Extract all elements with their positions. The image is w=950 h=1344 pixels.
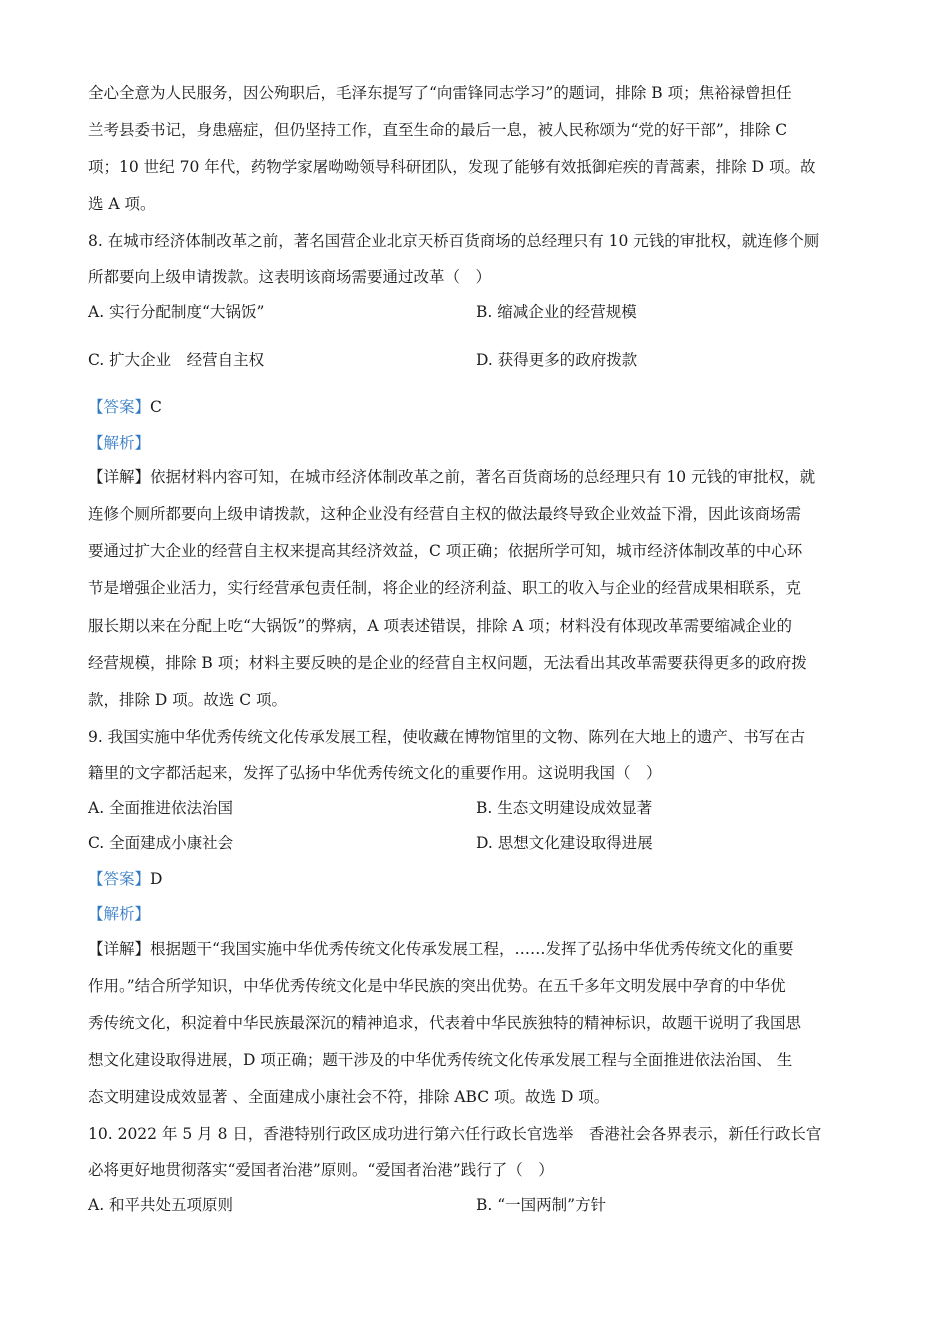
q7-line: 全心全意为人民服务，因公殉职后，毛泽东提写了“向雷锋同志学习”的题词，排除 B 项；焦裕禄曾担任 — [88, 84, 792, 102]
q9-detail-line — [88, 939, 793, 959]
q9-option-a: A. 全面推进依法治国 — [88, 799, 234, 817]
q9-answer — [88, 869, 162, 889]
q7-line: 兰考县委书记，身患癌症，但仍坚持工作，直至生命的最后一息，被人民称颂为“党的好干部”，排除 C — [88, 121, 788, 139]
detail-text: 根据题干“我国实施中华优秀传统文化传承发展工程，……发挥了弘扬中华优秀传统文化的重要 — [150, 940, 794, 958]
q9-stem-line: 籍里的文字都活起来，发挥了弘扬中华优秀传统文化的重要作用。这说明我国（ ） — [88, 764, 662, 782]
detail-tag: 【详解】 — [88, 940, 151, 958]
detail-text: 依据材料内容可知，在城市经济体制改革之前，著名百货商场的总经理只有 10 元钱的审批权，就 — [150, 468, 816, 486]
q8-detail-line — [88, 467, 815, 487]
q8-option-b: B. 缩减企业的经营规模 — [476, 303, 637, 321]
q8-option-c: C. 扩大企业 经营自主权 — [88, 351, 265, 369]
q8-answer — [88, 397, 162, 417]
q9-analysis-tag: 【解析】 — [88, 905, 151, 923]
q9-option-b: B. 生态文明建设成效显著 — [476, 799, 653, 817]
answer-tag: 【答案】 — [88, 870, 151, 888]
detail-tag: 【详解】 — [88, 468, 151, 486]
q8-option-d: D. 获得更多的政府拨款 — [476, 351, 638, 369]
q10-stem-line: 必将更好地贯彻落实“爱国者治港”原则。“爱国者治港”践行了（ ） — [88, 1161, 554, 1179]
answer-value: C — [150, 398, 162, 416]
q8-option-a: A. 实行分配制度“大锅饭” — [88, 303, 265, 321]
q8-analysis-tag: 【解析】 — [88, 434, 151, 452]
q9-detail-line: 态文明建设成效显著 、全面建成小康社会不符，排除 ABC 项。故选 D 项。 — [88, 1088, 610, 1106]
q9-option-c: C. 全面建成小康社会 — [88, 834, 234, 852]
answer-tag: 【答案】 — [88, 398, 151, 416]
q7-line: 项；10 世纪 70 年代，药物学家屠呦呦领导科研团队，发现了能够有效抵御疟疾的青蒿素，排除 D 项。故 — [88, 158, 816, 176]
q9-option-d: D. 思想文化建设取得进展 — [476, 834, 653, 852]
q8-stem-line: 所都要向上级申请拨款。这表明该商场需要通过改革（ ） — [88, 268, 492, 286]
q8-detail-line: 连修个厕所都要向上级申请拨款，这种企业没有经营自主权的做法最终导致企业效益下滑，因此该商场需 — [88, 505, 802, 523]
q9-stem-line: 9. 我国实施中华优秀传统文化传承发展工程，使收藏在博物馆里的文物、陈列在大地上的遗产、书写在古 — [88, 728, 806, 746]
q8-detail-line: 节是增强企业活力，实行经营承包责任制，将企业的经济利益、职工的收入与企业的经营成果相联系，克 — [88, 579, 802, 597]
q9-detail-line: 想文化建设取得进展，D 项正确；题干涉及的中华优秀传统文化传承发展工程与全面推进依法治国、 生 — [88, 1051, 793, 1069]
q8-detail-line: 服长期以来在分配上吃“大锅饭”的弊病，A 项表述错误，排除 A 项；材料没有体现改革需要缩减企业的 — [88, 617, 793, 635]
q8-detail-line: 要通过扩大企业的经营自主权来提高其经济效益，C 项正确；依据所学可知，城市经济体制改革的中心环 — [88, 542, 803, 560]
answer-value: D — [150, 870, 163, 888]
q10-option-b: B. “一国两制”方针 — [476, 1196, 607, 1214]
q8-detail-line: 经营规模，排除 B 项；材料主要反映的是企业的经营自主权问题，无法看出其改革需要获得更多的政府拨 — [88, 654, 807, 672]
q8-detail-line: 款，排除 D 项。故选 C 项。 — [88, 691, 287, 709]
q10-stem-line: 10. 2022 年 5 月 8 日，香港特别行政区成功进行第六任行政长官选举 香港社会各界表示，新任行政长官 — [88, 1125, 822, 1143]
q9-detail-line: 作用。”结合所学知识，中华优秀传统文化是中华民族的突出优势。在五千多年文明发展中孕育的中华优 — [88, 977, 786, 995]
q8-stem-line: 8. 在城市经济体制改革之前，著名国营企业北京天桥百货商场的总经理只有 10 元钱的审批权，就连修个厕 — [88, 232, 820, 250]
q9-detail-line: 秀传统文化，积淀着中华民族最深沉的精神追求，代表着中华民族独特的精神标识，故题干说明了我国思 — [88, 1014, 802, 1032]
q10-option-a: A. 和平共处五项原则 — [88, 1196, 234, 1214]
q7-line: 选 A 项。 — [88, 195, 156, 213]
